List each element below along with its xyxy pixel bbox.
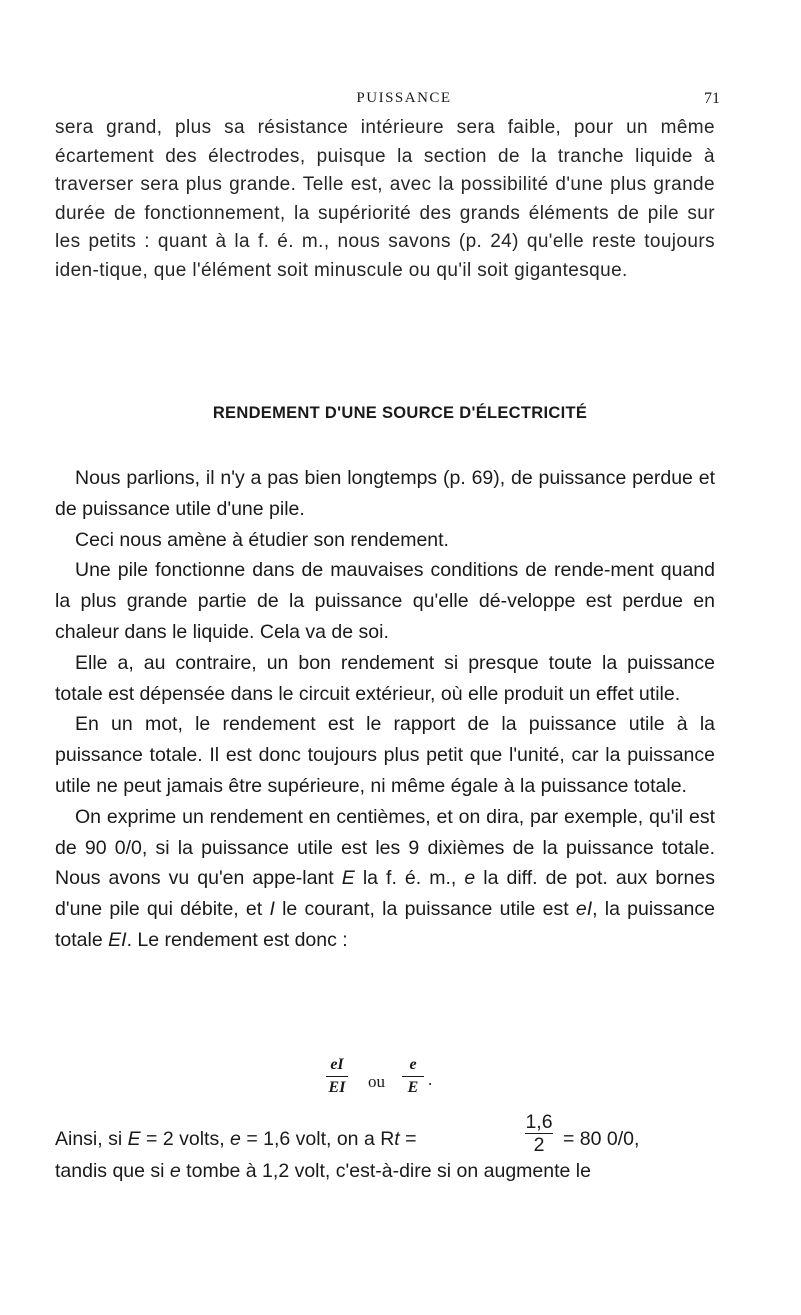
top-paragraph: sera grand, plus sa résistance intérieure sera faible, pour un même écartement des électrodes, puisque la section de la tranche liquide à traverser sera plus grande. Telle est, avec la possibilité d'une plus grande durée de fonctionnement, la supériorité des grands éléments de pile sur les petits : quant à la f. é. m., nous savons (p. 24) qu'elle reste toujours iden-tique, que l'élément soit minuscule ou qu'il soit gigantesque.	[55, 117, 715, 281]
fraction-numerator: eI	[330, 1056, 344, 1073]
text-run: la f. é. m.,	[354, 867, 465, 890]
text-run: , la puissance totale	[55, 898, 715, 951]
text-run: tombe à 1,2 volt, c'est-à-dire si on augmente le	[180, 1160, 591, 1182]
text-run: On exprime un rendement en centièmes, et on dira, par exemple, qu'il est de 90 0/0, si la puissance utile est les 9 dixièmes de la puissance totale. Nous avons vu qu'en appe-lant	[55, 805, 715, 890]
paragraph-3: Une pile fonctionne dans de mauvaises conditions de rende-ment quand la plus grande partie de la puissance qu'elle dé-veloppe est perdue en chaleur dans le liquide. Cela va de soi.	[55, 559, 715, 643]
example-line	[55, 1112, 735, 1154]
text-run: =	[399, 1128, 417, 1150]
symbol-e: e	[169, 1160, 181, 1182]
text-run: Ainsi, si	[55, 1128, 128, 1150]
text-run: = 2 volts,	[140, 1128, 231, 1150]
paragraph-1: Nous parlions, il n'y a pas bien longtemps (p. 69), de puissance perdue et de puissance utile d'une pile.	[55, 467, 715, 520]
paragraph-4: Elle a, au contraire, un bon rendement si presque toute la puissance totale est dépensée dans le circuit extérieur, où elle produit un effet utile.	[55, 651, 715, 705]
fraction-16-over-2	[519, 1112, 559, 1155]
fraction-bar	[326, 1076, 348, 1077]
symbol-EI: EI	[108, 928, 127, 951]
fraction-bar	[402, 1076, 424, 1077]
fraction-eI-over-EI	[320, 1056, 354, 1097]
symbol-e: e	[464, 867, 476, 890]
section-heading: RENDEMENT D'UNE SOURCE D'ÉLECTRICITÉ	[212, 404, 588, 422]
page-header	[88, 90, 720, 114]
symbol-E: E	[341, 867, 355, 890]
running-title: PUISSANCE	[356, 90, 452, 106]
example-result: = 80 0/0,	[563, 1128, 640, 1150]
symbol-E: E	[127, 1128, 141, 1150]
paragraph-2: Ceci nous amène à étudier son rendement.	[75, 528, 449, 551]
last-line	[55, 1160, 735, 1183]
fraction-denominator: EI	[328, 1079, 346, 1096]
symbol-eI: eI	[575, 898, 593, 921]
body-text	[55, 463, 715, 956]
text-run: le courant, la puissance utile est	[274, 898, 576, 921]
fraction-e-over-E	[396, 1056, 433, 1097]
text-run: . Le rendement est donc :	[126, 928, 348, 951]
page-number: 71	[704, 90, 720, 107]
text-run: la diff. de pot. aux bornes d'une pile qui débite, et	[55, 867, 715, 921]
fraction-denominator: E	[407, 1079, 419, 1096]
text-run: = 1,6 volt, on a R	[240, 1128, 395, 1150]
symbol-I: I	[269, 898, 275, 921]
symbol-t: t	[394, 1128, 400, 1150]
fraction-numerator: e	[409, 1056, 417, 1073]
text-run: tandis que si	[55, 1160, 170, 1182]
symbol-e: e	[230, 1128, 241, 1150]
example-text	[55, 1128, 417, 1151]
fraction-denominator: 2	[533, 1134, 545, 1156]
formula-ou: ou	[368, 1072, 385, 1091]
paragraph-6	[55, 802, 715, 956]
paragraph-5: En un mot, le rendement est le rapport de la puissance utile à la puissance totale. Il est donc toujours plus petit que l'unité, car la puissance utile ne peut jamais être supérieure, ni même égale à la puissance totale.	[55, 713, 715, 797]
fraction-numerator: 1,6	[525, 1111, 553, 1133]
formula-period: .	[428, 1070, 433, 1089]
efficiency-formula	[320, 1056, 480, 1116]
